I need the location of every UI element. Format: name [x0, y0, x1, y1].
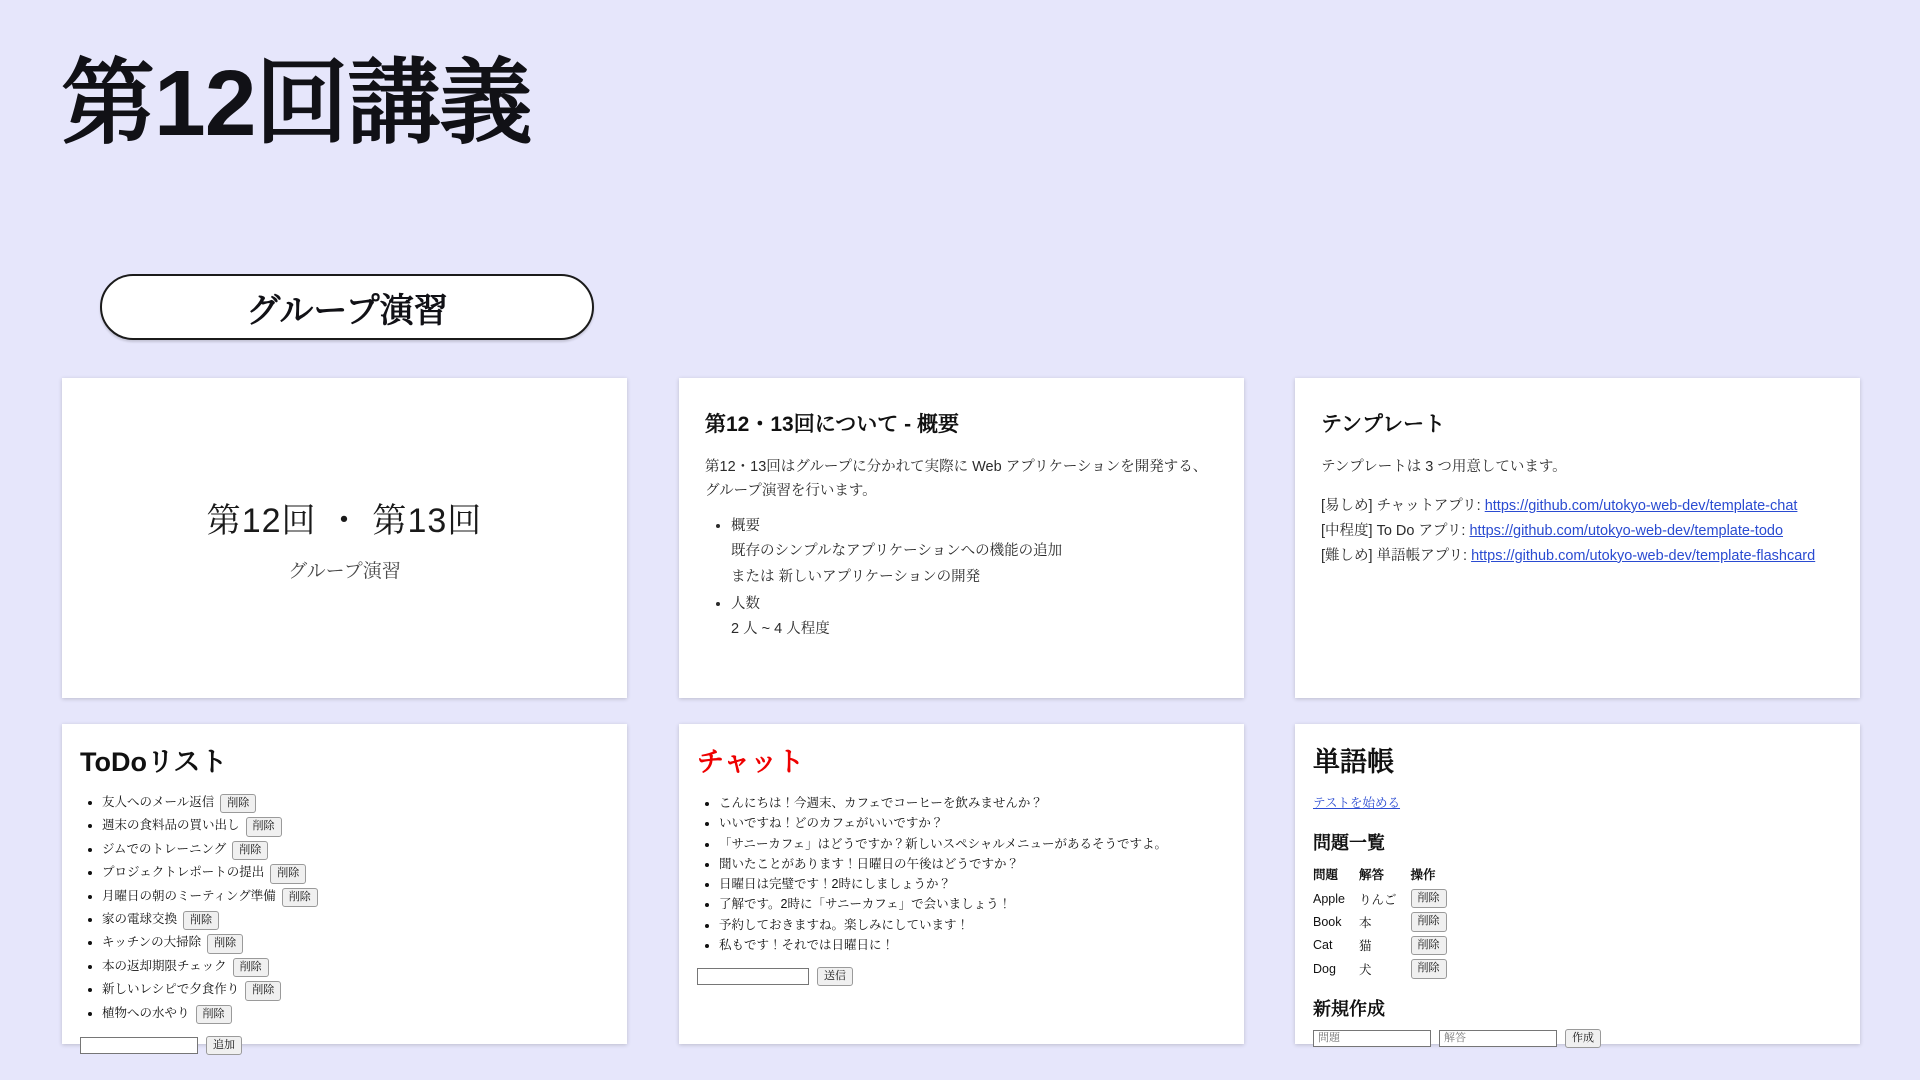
todo-delete-button[interactable]: 削除 [196, 1005, 232, 1024]
list-item: • 予約しておきますね。楽しみにしています！ [719, 915, 1226, 935]
vocab-answer: りんご [1358, 892, 1397, 907]
title-slide-main: 第12回 ・ 第13回 [206, 502, 483, 540]
template-link-row [1321, 544, 1834, 569]
list-item [102, 793, 609, 813]
template-link-prefix: [難しめ] 単語帳アプリ: [1321, 547, 1472, 564]
page-title: 第12回講義 [62, 51, 532, 155]
vocab-answer: 本 [1358, 916, 1372, 931]
list-item: • 私もです！それでは日曜日に！ [719, 935, 1226, 955]
vocab-delete-button[interactable]: 削除 [1411, 912, 1447, 931]
vocab-question-input[interactable] [1313, 1030, 1431, 1047]
todo-item-text: 新しいレシピで夕食作り [102, 982, 240, 997]
list-item [102, 863, 609, 883]
vocab-actions [1411, 910, 1461, 933]
overview-list [705, 514, 1218, 643]
template-link-prefix: [中程度] To Do アプリ: [1321, 522, 1470, 539]
todo-delete-button[interactable]: 削除 [246, 817, 282, 836]
template-link-prefix: [易しめ] チャットアプリ: [1321, 497, 1485, 514]
chat-message-list [697, 793, 1226, 955]
todo-delete-button[interactable]: 削除 [207, 934, 243, 953]
template-intro: テンプレートは 3 つ用意しています。 [1321, 459, 1567, 475]
list-item: • いいですね！どのカフェがいいですか？ [719, 813, 1226, 833]
todo-item-text: 本の返却期限チェック [102, 958, 227, 973]
vocab-heading: 単語帳 [1313, 747, 1394, 777]
overview-item-line: 既存のシンプルなアプリケーションへの機能の追加 [731, 543, 1063, 560]
vocab-answer-input[interactable] [1439, 1030, 1557, 1047]
overview-item-label: 概要 [731, 517, 760, 534]
column-header-question: 問題 [1313, 868, 1339, 882]
list-item [102, 933, 609, 953]
todo-delete-button[interactable]: 削除 [245, 981, 281, 1000]
list-item: • 「サニーカフェ」はどうですか？新しいスペシャルメニューがあるそうですよ。 [719, 834, 1226, 854]
template-link-row [1321, 519, 1834, 544]
template-link-todo[interactable]: https://github.com/utokyo-web-dev/template-todo [1469, 522, 1784, 539]
vocab-delete-button[interactable]: 削除 [1411, 936, 1447, 955]
start-test-link[interactable]: テストを始める [1313, 796, 1401, 810]
column-header-answer: 解答 [1358, 868, 1384, 882]
todo-delete-button[interactable]: 削除 [220, 794, 256, 813]
template-link-chat[interactable]: https://github.com/utokyo-web-dev/template-chat [1484, 497, 1798, 514]
todo-item-text: キッチンの大掃除 [102, 935, 202, 950]
chat-input[interactable] [697, 968, 809, 985]
table-row [1313, 887, 1461, 910]
todo-item-text: ジムでのトレーニング [102, 841, 227, 856]
chat-heading: チャット [697, 747, 805, 777]
todo-input[interactable] [80, 1037, 198, 1054]
list-item [102, 840, 609, 860]
overview-heading: 第12・13回について - 概要 [705, 413, 959, 436]
card-todo-app [62, 724, 627, 1051]
table-row [1313, 957, 1461, 980]
list-item [102, 816, 609, 836]
section-pill [100, 274, 594, 340]
chat-send-button[interactable]: 送信 [817, 967, 853, 986]
overview-item-label: 人数 [731, 595, 760, 612]
list-item [102, 980, 609, 1000]
overview-item-line: 2 人 ~ 4 人程度 [731, 621, 830, 638]
todo-delete-button[interactable]: 削除 [233, 958, 269, 977]
vocab-actions [1411, 887, 1461, 910]
vocab-delete-button[interactable]: 削除 [1411, 889, 1447, 908]
list-item: • こんにちは！今週末、カフェでコーヒーを飲みませんか？ [719, 793, 1226, 813]
todo-delete-button[interactable]: 削除 [232, 841, 268, 860]
todo-item-text: 友人へのメール返信 [102, 795, 215, 809]
card-title-slide [62, 378, 627, 698]
vocab-list-heading: 問題一覧 [1313, 833, 1385, 853]
overview-item-line: または 新しいアプリケーションの開発 [731, 568, 981, 585]
todo-add-button[interactable]: 追加 [206, 1036, 242, 1055]
list-item: • 聞いたことがあります！日曜日の午後はどうですか？ [719, 854, 1226, 874]
title-slide-sub: グループ演習 [288, 561, 401, 582]
vocab-delete-button[interactable]: 削除 [1411, 959, 1447, 978]
vocab-answer: 犬 [1358, 962, 1372, 977]
card-chat-app [679, 724, 1244, 1044]
todo-item-text: 家の電球交換 [102, 911, 178, 926]
vocab-table [1313, 863, 1461, 981]
todo-delete-button[interactable]: 削除 [270, 864, 306, 883]
list-item [102, 957, 609, 977]
todo-item-text: プロジェクトレポートの提出 [102, 865, 265, 880]
vocab-actions [1411, 934, 1461, 957]
vocab-create-button[interactable]: 作成 [1565, 1029, 1601, 1048]
template-link-row [1321, 494, 1834, 519]
card-template [1295, 378, 1860, 698]
vocab-question: Dog [1313, 961, 1336, 976]
todo-list [80, 793, 609, 1024]
list-item [102, 910, 609, 930]
vocab-new-heading: 新規作成 [1313, 998, 1385, 1019]
column-header-actions: 操作 [1410, 868, 1436, 882]
section-pill-label: グループ演習 [246, 291, 448, 330]
todo-delete-button[interactable]: 削除 [183, 911, 219, 930]
vocab-question: Cat [1313, 938, 1333, 953]
overview-paragraph: 第12・13回はグループに分かれて実際に Web アプリケーションを開発する、グループ演習を行います。 [705, 459, 1208, 499]
template-link-flashcard[interactable]: https://github.com/utokyo-web-dev/template-flashcard [1471, 547, 1816, 564]
todo-item-text: 月曜日の朝のミーティング準備 [102, 888, 276, 903]
list-item: • 日曜日は完璧です！2時にしましょうか？ [719, 874, 1226, 894]
todo-heading: ToDoリスト [80, 747, 228, 777]
table-row [1313, 934, 1461, 957]
todo-delete-button[interactable]: 削除 [282, 888, 318, 907]
list-item [102, 1004, 609, 1024]
card-overview [679, 378, 1244, 698]
table-row [1313, 910, 1461, 933]
template-heading: テンプレート [1321, 413, 1446, 436]
vocab-actions [1411, 957, 1461, 980]
todo-item-text: 週末の食料品の買い出し [102, 818, 240, 833]
vocab-answer: 猫 [1358, 939, 1372, 954]
list-item: • 了解です。2時に「サニーカフェ」で会いましょう！ [719, 894, 1226, 914]
list-item [731, 592, 1218, 643]
vocab-question: Book [1313, 915, 1342, 930]
list-item [731, 514, 1218, 590]
vocab-question: Apple [1313, 891, 1345, 906]
todo-item-text: 植物への水やり [102, 1005, 190, 1020]
card-vocabulary-app [1295, 724, 1860, 1044]
list-item [102, 887, 609, 907]
table-header-row [1313, 863, 1461, 887]
